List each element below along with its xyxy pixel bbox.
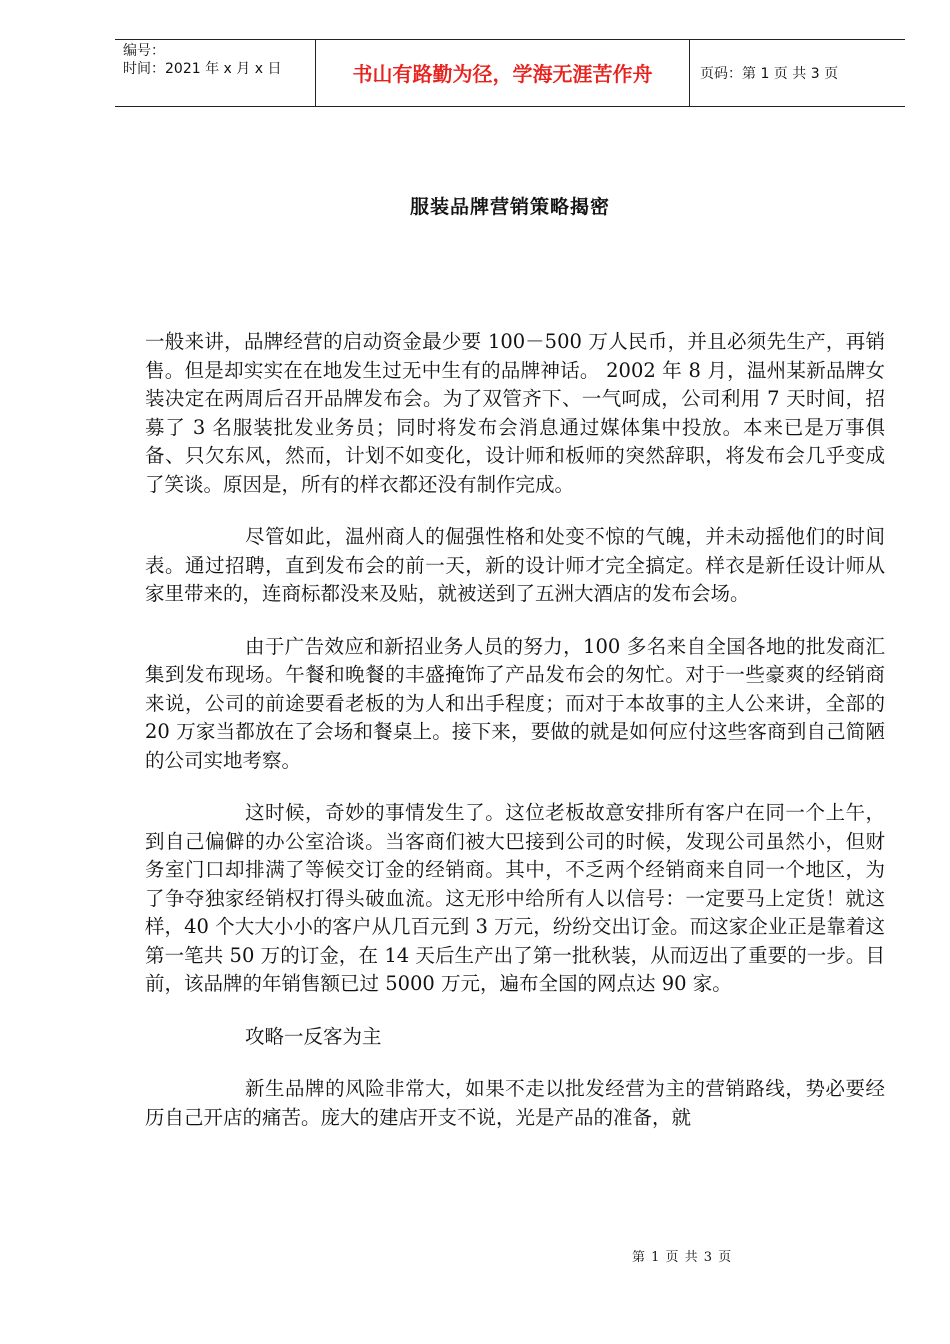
paragraph: 新生品牌的风险非常大，如果不走以批发经营为主的营销路线，势必要经历自己开店的痛苦。庞大的建店开支不说，光是产品的准备，就 — [145, 1077, 885, 1129]
document-title: 服装品牌营销策略揭密 — [409, 196, 610, 218]
document-number-label: 编号： — [123, 43, 165, 59]
page-header — [115, 39, 905, 107]
document-time-label: 时间：2021 年 x 月 x 日 — [123, 61, 282, 77]
paragraph: 由于广告效应和新招业务人员的努力，100 多名来自全国各地的批发商汇集到发布现场。午餐和晚餐的丰盛掩饰了产品发布会的匆忙。对于一些豪爽的经销商来说，公司的前途要看老板的为人和出手程度；而对于本故事的主人公来讲，全部的 20 万家当都放在了会场和餐桌上。接下来，要做的就是如何应付这些客商到自己简陋的公司实地考察。 — [145, 634, 885, 772]
paragraph: 尽管如此，温州商人的倔强性格和处变不惊的气魄，并未动摇他们的时间表。通过招聘，直到发布会的前一天，新的设计师才完全搞定。样衣是新任设计师从家里带来的，连商标都没来及贴，就被送到了五洲大酒店的发布会场。 — [145, 525, 885, 605]
header-meta — [115, 40, 316, 106]
paragraph: 一般来讲，品牌经营的启动资金最少要 100－500 万人民币，并且必须先生产，再销售。但是却实实在在地发生过无中生有的品牌神话。 2002 年 8 月，温州某新品牌女装决定在两周后召开品牌发布会。为了双管齐下、一气呵成，公司利用 7 天时间，招募了 3 名服装批发业务员；同时将发布会消息通过媒体集中投放。本来已是万事俱备、只欠东风，然而，计划不如变化，设计师和板师的突然辞职，将发布会几乎变成了笑谈。原因是，所有的样衣都还没有制作完成。 — [145, 330, 885, 496]
section-heading: 攻略一反客为主 — [245, 1024, 382, 1048]
paragraph: 这时候，奇妙的事情发生了。这位老板故意安排所有客户在同一个上午，到自己偏僻的办公室洽谈。当客商们被大巴接到公司的时候，发现公司虽然小，但财务室门口却排满了等候交订金的经销商。其中，不乏两个经销商来自同一个地区，为了争夺独家经销权打得头破血流。这无形中给所有人以信号：一定要马上定货！就这样，40 个大大小小的客户从几百元到 3 万元，纷纷交出订金。而这家企业正是靠着这第一笔共 50 万的订金，在 14 天后生产出了第一批秋装，从而迈出了重要的一步。目前，该品牌的年销售额已过 5000 万元，遍布全国的网点达 90 家。 — [145, 801, 885, 995]
header-motto: 书山有路勤为径，学海无涯苦作舟 — [316, 40, 690, 106]
document-body — [145, 328, 885, 1156]
header-page-info: 页码：第 1 页 共 3 页 — [700, 66, 839, 82]
page-footer: 第 1 页 共 3 页 — [632, 1250, 733, 1265]
